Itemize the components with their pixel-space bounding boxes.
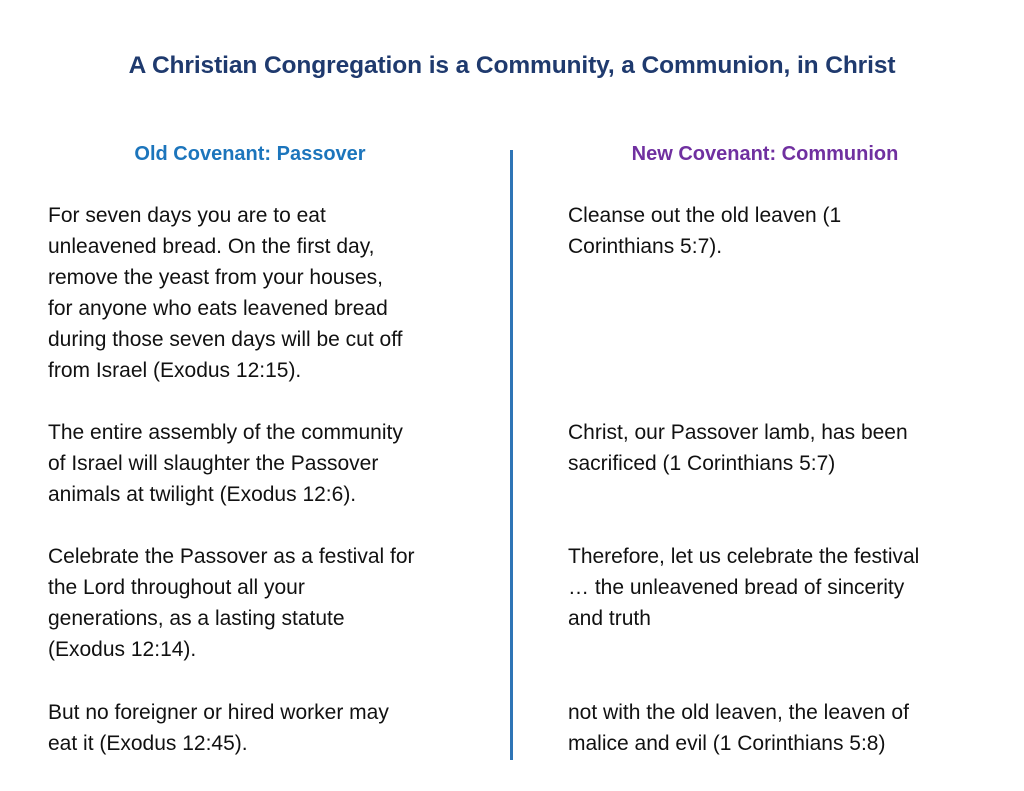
new-covenant-paragraph-3: Therefore, let us celebrate the festival … the unleavened bread of sincerity and truth	[568, 545, 920, 630]
column-divider	[510, 150, 513, 760]
old-covenant-paragraph-4: But no foreigner or hired worker may eat it (Exodus 12:45).	[48, 701, 389, 755]
new-covenant-paragraph-1: Cleanse out the old leaven (1 Corinthians 5:7).	[568, 204, 842, 258]
old-covenant-paragraph-3: Celebrate the Passover as a festival for the Lord throughout all your generations, as a lasting statute (Exodus 12:14).	[48, 545, 415, 661]
new-covenant-heading: New Covenant: Communion	[631, 143, 899, 165]
old-covenant-paragraph-1: For seven days you are to eat unleavened bread. On the first day, remove the yeast from your houses, for anyone who eats leavened bread during those seven days will be cut off from Israel (Exodus 12:15).	[48, 204, 403, 382]
new-covenant-paragraph-2: Christ, our Passover lamb, has been sacrificed (1 Corinthians 5:7)	[568, 421, 908, 475]
new-covenant-paragraph-4: not with the old leaven, the leaven of malice and evil (1 Corinthians 5:8)	[568, 701, 909, 755]
old-covenant-paragraph-2: The entire assembly of the community of Israel will slaughter the Passover animals at twilight (Exodus 12:6).	[48, 421, 403, 506]
slide-title: A Christian Congregation is a Community, a Communion, in Christ	[128, 52, 896, 79]
old-covenant-heading: Old Covenant: Passover	[134, 143, 366, 165]
